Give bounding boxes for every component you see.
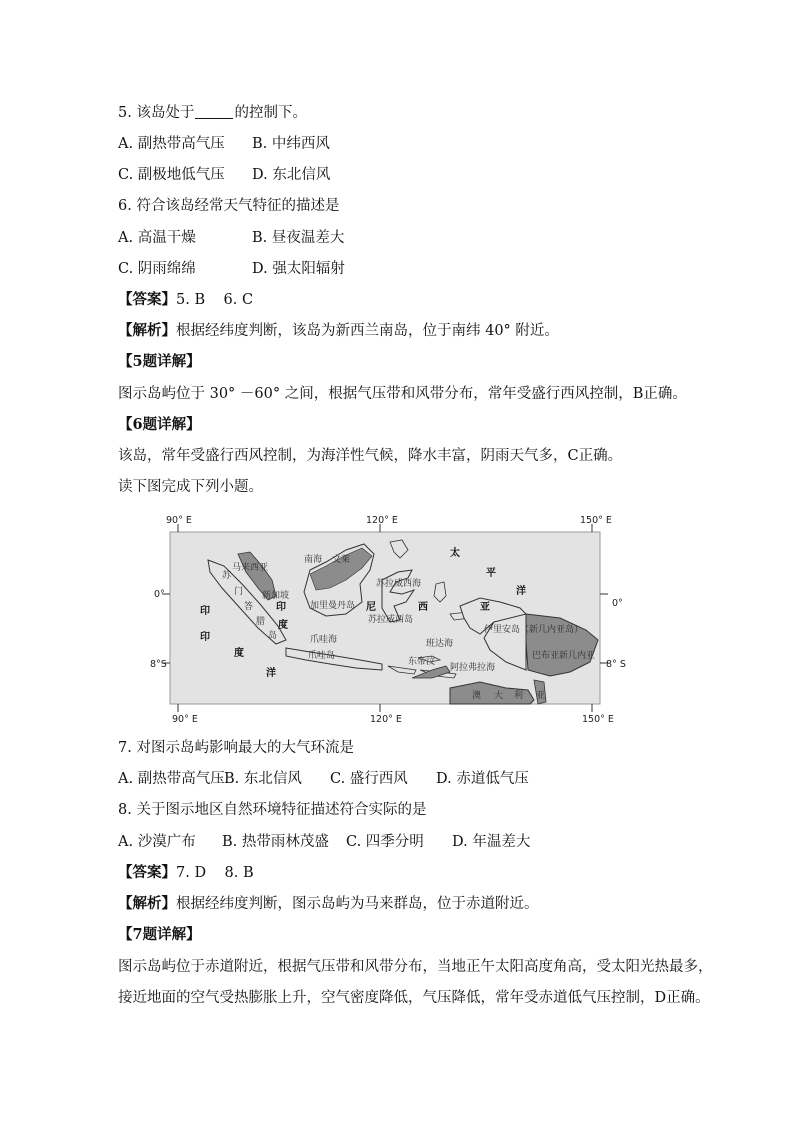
label-australia: 利 bbox=[514, 691, 524, 701]
lat-label-8s-right: 8° S bbox=[606, 659, 626, 670]
question-7-stem: 7. 对图示岛屿影响最大的大气环流是 bbox=[118, 740, 354, 756]
analysis-block-2 bbox=[118, 894, 539, 914]
label-malaysia: 马来西亚 bbox=[232, 563, 269, 573]
map-svg bbox=[150, 510, 630, 728]
label-png: 巴布亚新几内亚 bbox=[532, 651, 596, 661]
label-singapore: 新加坡 bbox=[262, 591, 290, 601]
label-sumatra: 岛 bbox=[268, 631, 278, 641]
option-d: D. 强太阳辐射 bbox=[252, 261, 345, 277]
option-c: C. 盛行西风 bbox=[330, 771, 408, 787]
answer-text: 7. D 8. B bbox=[176, 865, 254, 881]
question-6-stem: 6. 符合该岛经常天气特征的描述是 bbox=[118, 198, 340, 214]
option-b: B. 东北信风 bbox=[224, 771, 302, 787]
label-australia: 澳 bbox=[472, 691, 482, 701]
option-c: C. 阴雨绵绵 bbox=[118, 261, 196, 277]
label-south-china-sea: 南海 bbox=[304, 555, 323, 565]
lat-label-8s-left: 8°S bbox=[150, 659, 167, 670]
lon-label-150e-bottom: 150° E bbox=[582, 714, 614, 725]
lat-label-0-right: 0° bbox=[612, 598, 623, 609]
option-b: B. 中纬西风 bbox=[252, 136, 330, 152]
label-sumatra: 答 bbox=[244, 602, 254, 612]
detail-6-heading: 【6题详解】 bbox=[118, 416, 201, 433]
option-d: D. 东北信风 bbox=[252, 167, 331, 183]
answer-label: 【答案】 bbox=[118, 864, 176, 881]
analysis-label: 【解析】 bbox=[118, 322, 176, 339]
label-timor: 东帝汶 bbox=[408, 657, 436, 667]
answer-label: 【答案】 bbox=[118, 291, 176, 308]
question-5-stem bbox=[118, 103, 307, 123]
label-indonesia: 尼 bbox=[366, 602, 376, 613]
label-irian: 伊里安岛（新几内亚岛） bbox=[484, 625, 584, 635]
label-pacific: 太 bbox=[450, 548, 460, 559]
label-pacific: 平 bbox=[486, 568, 496, 579]
answer-block-1 bbox=[118, 290, 253, 310]
label-indonesia: 亚 bbox=[480, 602, 490, 613]
option-d: D. 年温差大 bbox=[452, 834, 531, 850]
lat-label-0-left: 0° bbox=[154, 589, 165, 600]
question-6-options-row-2 bbox=[118, 259, 345, 279]
option-a: A. 副热带高气压 bbox=[118, 136, 225, 152]
question-5-options-row-2 bbox=[118, 165, 330, 185]
analysis-text: 根据经纬度判断，该岛为新西兰南岛，位于南纬 40° 附近。 bbox=[176, 323, 559, 339]
answer-text: 5. B 6. C bbox=[176, 292, 254, 308]
lon-label-90e-bottom: 90° E bbox=[172, 714, 198, 725]
detail-6-text: 该岛，常年受盛行西风控制，为海洋性气候，降水丰富，阴雨天气多，C正确。 bbox=[118, 448, 623, 464]
label-australia: 亚 bbox=[536, 691, 546, 701]
label-indonesia: 度 bbox=[278, 620, 288, 631]
answer-blank bbox=[195, 104, 233, 119]
question-5-options-row-1 bbox=[118, 134, 330, 154]
option-c: C. 四季分明 bbox=[346, 834, 424, 850]
label-pacific: 洋 bbox=[516, 586, 526, 597]
detail-5-text: 图示岛屿位于 30° －60° 之间，根据气压带和风带分布，常年受盛行西风控制，B正确。 bbox=[118, 386, 687, 402]
label-sulawesi-sea: 苏拉威西海 bbox=[376, 579, 422, 589]
label-indian-ocean: 印 bbox=[200, 632, 210, 643]
lon-label-150e: 150° E bbox=[580, 515, 612, 526]
question-8-options bbox=[118, 832, 530, 852]
label-indian-ocean: 印 bbox=[200, 606, 210, 617]
lon-label-90e: 90° E bbox=[166, 515, 192, 526]
label-java: 爪哇岛 bbox=[308, 651, 336, 661]
label-indonesia: 印 bbox=[276, 602, 286, 613]
analysis-block-1 bbox=[118, 321, 559, 341]
analysis-label: 【解析】 bbox=[118, 895, 176, 912]
label-banda-sea: 班达海 bbox=[426, 639, 454, 649]
label-indonesia: 西 bbox=[418, 602, 428, 613]
question-5-text-after: 的控制下。 bbox=[234, 105, 307, 121]
answer-block-2 bbox=[118, 863, 254, 883]
detail-5-heading: 【5题详解】 bbox=[118, 353, 201, 370]
question-8-stem: 8. 关于图示地区自然环境特征描述符合实际的是 bbox=[118, 802, 427, 818]
lon-label-120e-bottom: 120° E bbox=[370, 714, 402, 725]
option-c: C. 副极地低气压 bbox=[118, 167, 225, 183]
question-5-text-before: 5. 该岛处于 bbox=[118, 105, 195, 121]
detail-7-heading: 【7题详解】 bbox=[118, 926, 201, 943]
label-java-sea: 爪哇海 bbox=[310, 635, 338, 645]
option-a: A. 高温干燥 bbox=[118, 230, 196, 246]
option-d: D. 赤道低气压 bbox=[436, 771, 529, 787]
option-b: B. 昼夜温差大 bbox=[252, 230, 345, 246]
option-a: A. 沙漠广布 bbox=[118, 834, 196, 850]
malay-archipelago-map bbox=[150, 510, 630, 728]
label-indian-ocean: 度 bbox=[234, 648, 244, 659]
map-intro: 读下图完成下列小题。 bbox=[118, 479, 263, 495]
label-sumatra: 苏 bbox=[222, 571, 232, 581]
label-sumatra: 腊 bbox=[256, 617, 266, 627]
label-sumatra: 门 bbox=[234, 587, 244, 597]
detail-7-text-line-1: 图示岛屿位于赤道附近，根据气压带和风带分布，当地正午太阳高度角高，受太阳光热最多， bbox=[118, 959, 713, 975]
label-australia: 大 bbox=[494, 691, 504, 701]
question-7-options bbox=[118, 769, 529, 789]
lon-label-120e: 120° E bbox=[366, 515, 398, 526]
label-sulawesi: 苏拉威西岛 bbox=[368, 615, 414, 625]
label-kalimantan: 加里曼丹岛 bbox=[310, 601, 356, 611]
analysis-text: 根据经纬度判断，图示岛屿为马来群岛，位于赤道附近。 bbox=[176, 896, 539, 912]
label-arafura: 阿拉弗拉海 bbox=[450, 663, 496, 673]
option-b: B. 热带雨林茂盛 bbox=[222, 834, 329, 850]
option-a: A. 副热带高气压 bbox=[118, 771, 225, 787]
question-6-options-row-1 bbox=[118, 228, 344, 248]
detail-7-text-line-2: 接近地面的空气受热膨胀上升，空气密度降低，气压降低，常年受赤道低气压控制，D正确。 bbox=[118, 990, 710, 1006]
label-indian-ocean: 洋 bbox=[266, 668, 276, 679]
label-brunei: 文莱 bbox=[332, 555, 351, 565]
